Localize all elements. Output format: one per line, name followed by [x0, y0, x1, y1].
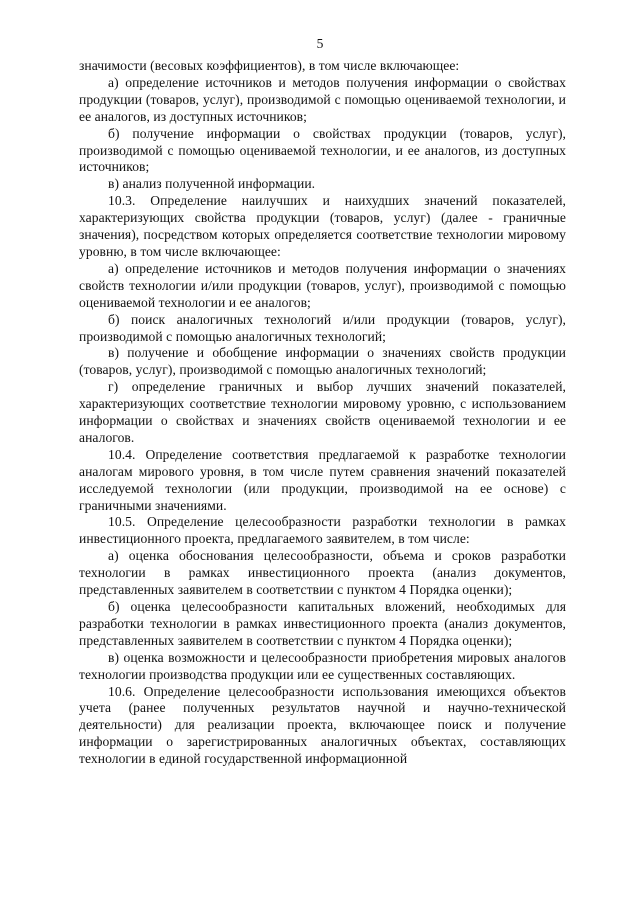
paragraph: 10.3. Определение наилучших и наихудших значений показателей, характеризующих свойства продукции (товаров, услуг) (далее - граничные значения), посредством которых определяется соответствие технологии мировому уровню, в том числе включающее: — [79, 193, 566, 259]
paragraph: 10.4. Определение соответствия предлагаемой к разработке технологии аналогам мирового уровня, в том числе путем сравнения значений показателей исследуемой технологии (или продукции, производимой на ее основе) с граничными значениями. — [79, 446, 566, 513]
paragraph: а) определение источников и методов получения информации о значениях свойств технологии и/или продукции (товаров, услуг), производимой с помощью оцениваемой технологии и ее аналогов; — [79, 260, 566, 310]
paragraph: б) оценка целесообразности капитальных вложений, необходимых для разработки технологии в рамках инвестиционного проекта (анализ документов, представленных заявителем в соответствии с пунктом 4 Порядка оценки); — [79, 599, 566, 648]
paragraph: а) определение источников и методов получения информации о свойствах продукции (товаров, услуг), производимой с помощью оцениваемой технологии, и ее аналогов, из доступных источников; — [79, 74, 566, 124]
paragraph: б) получение информации о свойствах продукции (товаров, услуг), производимой с помощью оцениваемой технологии, и ее аналогов, из доступных источников; — [79, 125, 566, 175]
paragraph: б) поиск аналогичных технологий и/или продукции (товаров, услуг), производимой с помощью аналогичных технологий; — [79, 311, 566, 344]
paragraph: значимости (весовых коэффициентов), в том числе включающее: — [79, 58, 460, 73]
paragraph: в) анализ полученной информации. — [108, 176, 316, 192]
page-number: 5 — [316, 36, 324, 51]
paragraph: в) получение и обобщение информации о значениях свойств продукции (товаров, услуг), производимой с помощью аналогичных технологий; — [79, 345, 566, 378]
paragraph: г) определение граничных и выбор лучших значений показателей, характеризующих соответствие технологии мировому уровню, с использованием информации о свойствах и значениях свойств оцениваемой технологии и ее аналогов. — [79, 379, 566, 445]
paragraph: в) оценка возможности и целесообразности приобретения мировых аналогов технологии производства продукции или ее существенных составляющих. — [79, 649, 566, 682]
paragraph: 10.6. Определение целесообразности использования имеющихся объектов учета (ранее полученных результатов научной и научно-технической деятельности) для реализации проекта, включающее поиск и получение информации о зарегистрированных аналогичных объектах, составляющих технологии в единой государственной информационной — [79, 683, 566, 767]
paragraph: а) оценка обоснования целесообразности, объема и сроков разработки технологии в рамках инвестиционного проекта (анализ документов, представленных заявителем в соответствии с пунктом 4 Порядка оценки); — [79, 548, 566, 598]
paragraph: 10.5. Определение целесообразности разработки технологии в рамках инвестиционного проекта, предлагаемого заявителем, в том числе: — [79, 514, 566, 547]
document-body — [79, 58, 566, 768]
